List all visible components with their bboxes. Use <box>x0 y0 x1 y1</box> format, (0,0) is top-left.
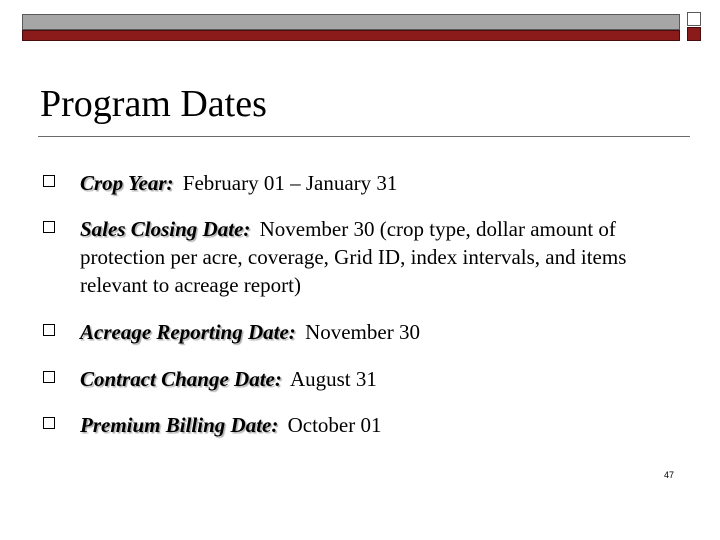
corner-square-white <box>687 12 701 26</box>
bullet-text <box>80 365 650 393</box>
bullet-term: Sales Closing Date: <box>80 217 251 241</box>
bullet-text <box>80 411 650 439</box>
page-number: 47 <box>664 470 675 480</box>
bullet-detail: November 30 <box>305 320 420 344</box>
hollow-square-icon <box>43 175 55 187</box>
slide-title: Program Dates <box>40 83 267 125</box>
bullet-term: Premium Billing Date: <box>80 413 279 437</box>
bullet-term: Crop Year: <box>80 171 174 195</box>
bullet-detail: November 30 (crop type, dollar amount of protection per acre, coverage, Grid ID, index intervals, and items relevant to acreage report) <box>80 217 627 297</box>
bullet-detail: October 01 <box>287 413 382 437</box>
corner-square-red <box>687 27 701 41</box>
bullet-term: Contract Change Date: <box>80 367 282 391</box>
hollow-square-icon <box>43 324 55 336</box>
hollow-square-icon <box>43 221 55 233</box>
bullet-detail: February 01 – January 31 <box>182 171 398 195</box>
header-band-red <box>22 30 680 41</box>
bullet-text <box>80 169 650 197</box>
bullet-text <box>80 215 650 299</box>
bullet-text <box>80 318 650 346</box>
hollow-square-icon <box>43 417 55 429</box>
title-divider <box>38 136 690 137</box>
bullet-term: Acreage Reporting Date: <box>80 320 296 344</box>
bullet-detail: August 31 <box>289 367 377 391</box>
header-band-gray <box>22 14 680 30</box>
hollow-square-icon <box>43 371 55 383</box>
